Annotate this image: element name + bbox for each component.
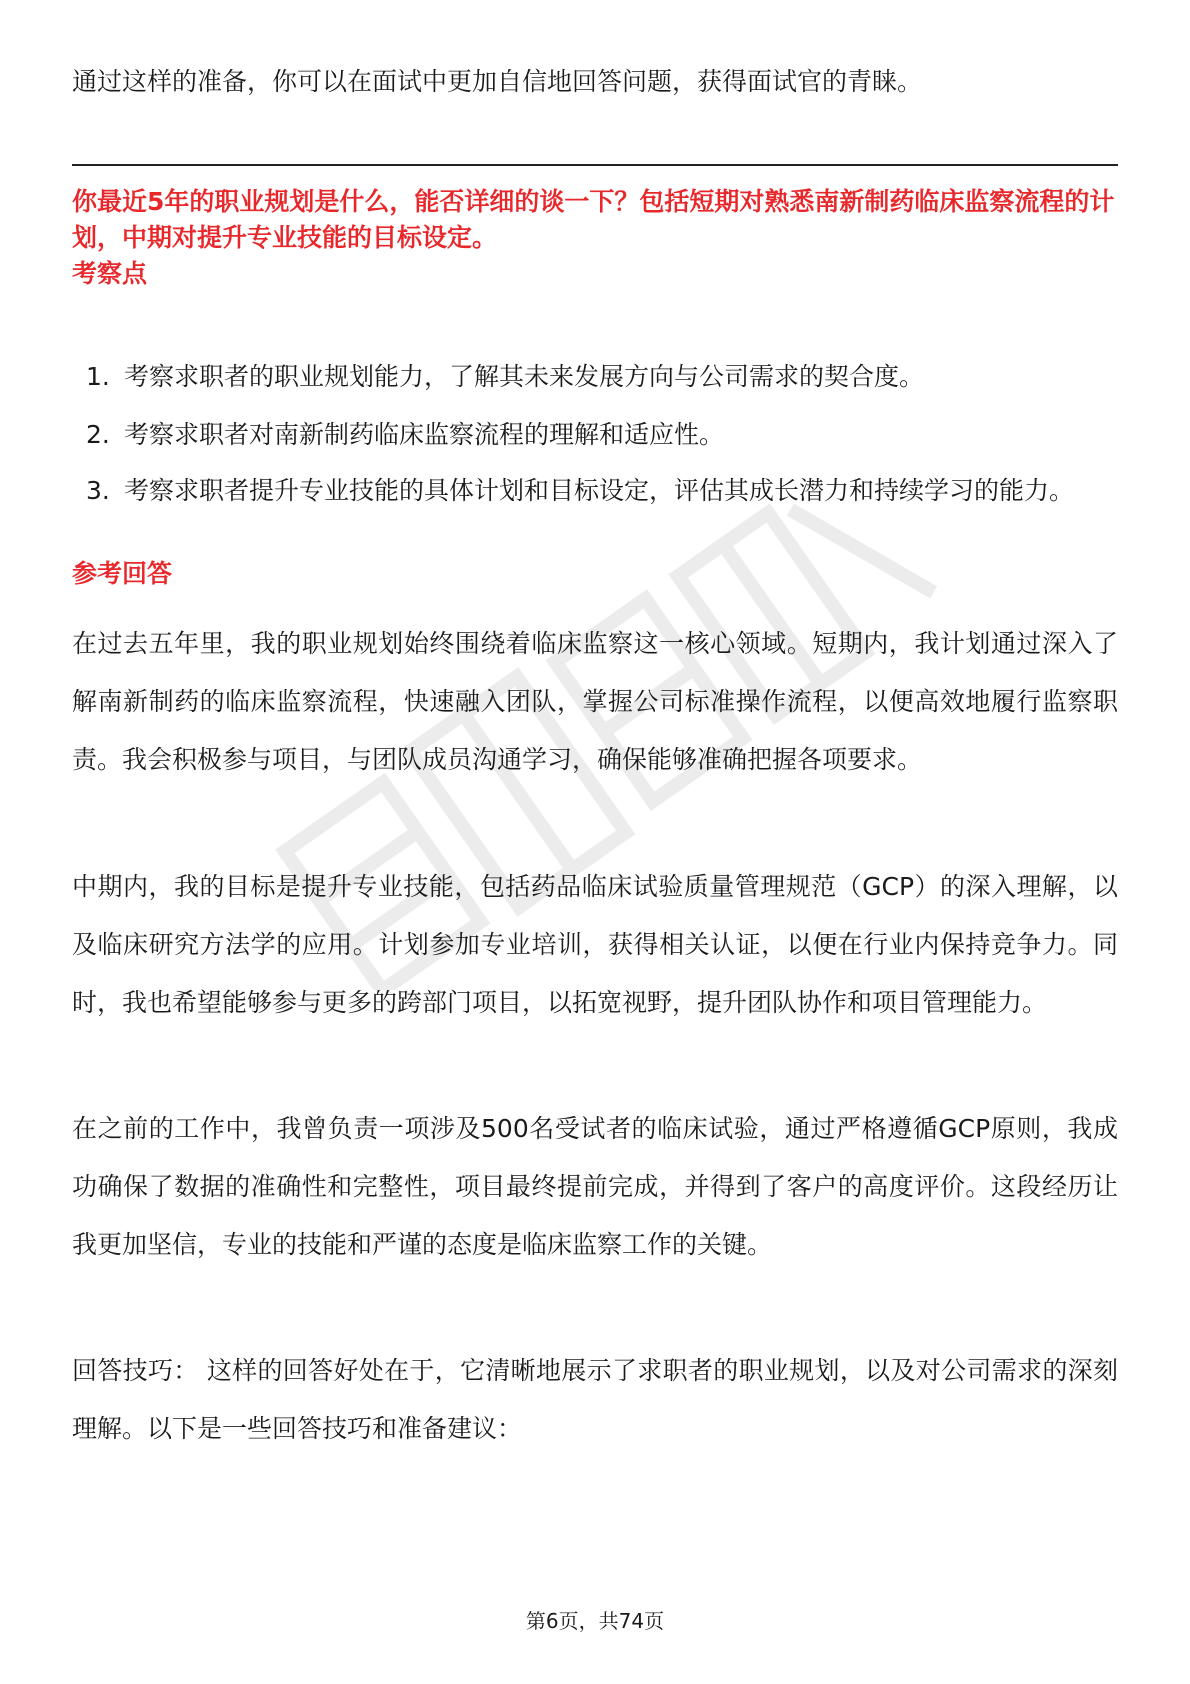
answer-paragraph: 在过去五年里，我的职业规划始终围绕着临床监察这一核心领域。短期内，我计划通过深入了解南新制药的临床监察流程，快速融入团队，掌握公司标准操作流程，以便高效地履行监察职责。我会积极参与项目，与团队成员沟通学习，确保能够准确把握各项要求。 — [72, 629, 1118, 774]
section-divider — [72, 164, 1118, 166]
exam-points-heading: 考察点 — [72, 259, 148, 288]
exam-points-list — [72, 348, 1118, 518]
list-item-text: 考察求职者提升专业技能的具体计划和目标设定，评估其成长潜力和持续学习的能力。 — [124, 476, 1075, 505]
list-item — [72, 406, 1118, 464]
list-item — [72, 348, 1118, 406]
list-item-text: 考察求职者对南新制药临床监察流程的理解和适应性。 — [124, 420, 725, 449]
list-item-number: 2. — [86, 420, 110, 449]
answer-tips-paragraph: 回答技巧： 这样的回答好处在于，它清晰地展示了求职者的职业规划，以及对公司需求的深刻理解。以下是一些回答技巧和准备建议： — [72, 1356, 1118, 1443]
intro-paragraph: 通过这样的准备，你可以在面试中更加自信地回答问题，获得面试官的青睐。 — [72, 67, 923, 96]
page-number-footer: 第6页，共74页 — [525, 1609, 665, 1633]
question-title: 你最近5年的职业规划是什么，能否详细的谈一下？包括短期对熟悉南新制药临床监察流程的计划，中期对提升专业技能的目标设定。 — [72, 187, 1115, 252]
list-item-number: 3. — [86, 476, 110, 505]
answer-paragraph: 中期内，我的目标是提升专业技能，包括药品临床试验质量管理规范（GCP）的深入理解，以及临床研究方法学的应用。计划参加专业培训，获得相关认证，以便在行业内保持竞争力。同时，我也希望能够参与更多的跨部门项目，以拓宽视野，提升团队协作和项目管理能力。 — [72, 872, 1118, 1017]
list-item-text: 考察求职者的职业规划能力，了解其未来发展方向与公司需求的契合度。 — [124, 362, 925, 391]
answer-paragraph: 在之前的工作中，我曾负责一项涉及500名受试者的临床试验，通过严格遵循GCP原则，我成功确保了数据的准确性和完整性，项目最终提前完成，并得到了客户的高度评价。这段经历让我更加坚信，专业的技能和严谨的态度是临床监察工作的关键。 — [72, 1114, 1118, 1259]
list-item — [72, 464, 1118, 518]
list-item-number: 1. — [86, 362, 110, 391]
reference-answer-heading: 参考回答 — [72, 559, 173, 588]
